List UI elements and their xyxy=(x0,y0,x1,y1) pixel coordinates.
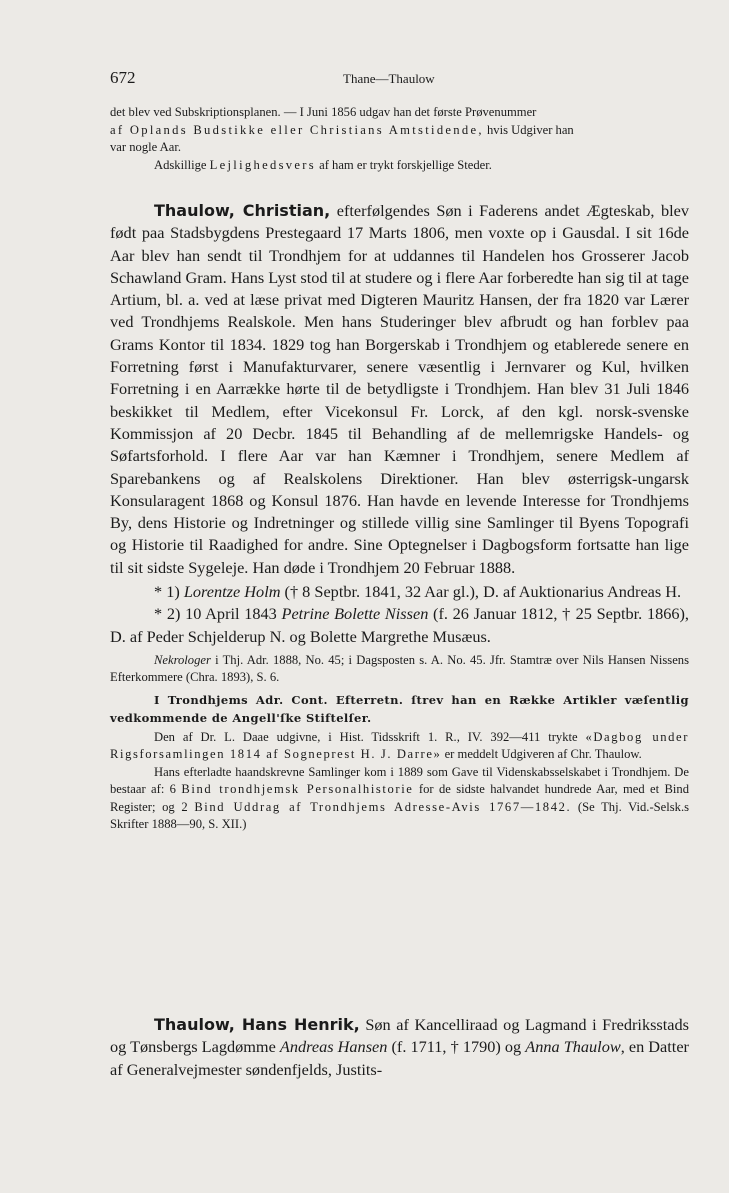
marriage-2 xyxy=(110,603,689,648)
sources-label: Nekrologer xyxy=(154,652,211,667)
sources-note xyxy=(110,652,689,687)
page-number: 672 xyxy=(110,68,136,87)
prev-line-2 xyxy=(110,122,689,140)
previous-entry-tail xyxy=(110,104,689,174)
occasional-poems: Lejlighedsvers xyxy=(209,157,316,172)
hans-henrik-text-3: , en Datter af Generalvejmester søndenfjelds, Justits- xyxy=(110,1037,689,1079)
marriage-1-rest: († 8 Septbr. 1841, 32 Aar gl.), D. af Auktionarius Andreas H. xyxy=(280,582,682,602)
prev-line-4-rest: af ham er trykt forskjellige Steder. xyxy=(315,157,492,172)
headword-hans-henrik: Thaulow, Hans Henrik, xyxy=(154,1015,360,1034)
father-name: Andreas Hansen xyxy=(279,1037,388,1057)
hans-henrik-body xyxy=(110,1014,689,1081)
marriage-1-pre: * 1) xyxy=(154,582,184,602)
hans-henrik-text-1: Søn af Kancelliraad og Lagmand i Fredriksstads og Tønsbergs Lagdømme xyxy=(110,1015,689,1057)
entry-hans-henrik-thaulow xyxy=(110,1014,689,1081)
christian-body xyxy=(110,200,689,579)
marriage-1 xyxy=(110,581,689,603)
collections-note xyxy=(110,764,689,834)
prev-line-4-pre: Adskillige xyxy=(154,157,210,172)
fraktur-note: I Trondhjems Adr. Cont. Efterretn. ſtrev han en Række Artikler væſentlig vedkommende de Angell'ſke Stiftelſer. xyxy=(110,692,689,725)
collections-rest: (Se Thj. Vid.-Selsk.s Skrifter 1888—90, S. XII.) xyxy=(110,799,689,832)
entry-christian-thaulow xyxy=(110,200,689,834)
page-header xyxy=(110,68,689,92)
daae-pre: Den af Dr. L. Daae udgivne, i Hist. Tidsskrift 1. R., IV. 392—411 trykte xyxy=(154,729,586,744)
diary-title: «Dagbog under Rigsforsamlingen 1814 af Sogneprest H. J. Darre» xyxy=(110,729,689,762)
headword-christian: Thaulow, Christian, xyxy=(154,201,331,220)
collections-pre: Hans efterladte haandskrevne Samlinger kom i 1889 som Gave til Videnskabsselskabet i Trondhjem. De bestaar af: 6 xyxy=(110,764,689,797)
prev-line-3: var nogle Aar. xyxy=(110,140,181,154)
collection-title-2: Bind Uddrag af Trondhjems Adresse-Avis 1767—1842. xyxy=(194,799,572,814)
mother-name: Anna Thaulow xyxy=(525,1037,621,1057)
newspaper-title: af Oplands Budstikke eller Christians Amtstidende, xyxy=(110,122,484,137)
marriage-2-pre: * 2) 10 April 1843 xyxy=(154,604,282,624)
christian-notes xyxy=(110,652,689,834)
prev-line-4 xyxy=(110,157,689,175)
daae-rest: er meddelt Udgiveren af Chr. Thaulow. xyxy=(441,747,642,762)
collection-title-1: Bind trondhjemsk Personalhistorie xyxy=(181,782,414,797)
christian-body-text: efterfølgendes Søn i Faderens andet Ægteskab, blev født paa Stadsbygdens Prestegaard 17 Marts 1806, men voxte op i Gausdal. I sit 16de Aar blev han sendt til Trondhjem for at uddannes til Handelen hos Grosserer Jacob Schawland Gram. Hans Lyst stod til at studere og i flere Aar forberedte han sig til at tage Artium, bl. a. ved at læse privat med Digteren Mauritz Hansen, der fra 1820 var Lærer ved Trondhjems Realskole. Men hans Studeringer blev afbrudt og han forblev paa Grams Kontor til 1834. 1829 tog han Borgerskab i Trondhjem og etablerede senere en Forretning først i Manufakturvarer, senere væsentlig i Jernvarer og Kul, hvilken Forretning i en Aarrække hørte til de betydligste i Trondhjem. Han blev 31 Juli 1846 beskikket til Medlem, efter Vicekonsul Fr. Lorck, af den kgl. norsk-svenske Kommissjon af 20 Decbr. 1845 til Behandling af de mellemrigske Handels- og Søfartsforhold. I flere Aar var han Kæmner i Trondhjem, senere Medlem af Sparebankens og af Realskolens Direktioner. Han blev østerrigsk-ungarsk Konsularagent 1868 og Konsul 1876. Han havde en levende Interesse for Trondhjems By, dens Historie og Indretninger og stillede villig sine Samlinger til Byens Topografi og Historie til Raadighed for andre. Sine Optegnelser i Dagbogsform fortsatte han lige til sit sidste Sygeleje. Han døde i Trondhjem 20 Februar 1888. xyxy=(110,201,689,577)
hans-henrik-text-2: (f. 1711, † 1790) og xyxy=(387,1037,526,1057)
wife-2-name: Petrine Bolette Nissen xyxy=(281,604,429,624)
marriage-2-rest: (f. 26 Januar 1812, † 25 Septbr. 1866), D. af Peder Schjelderup N. og Bolette Margrethe Musæus. xyxy=(110,604,689,646)
running-head: Thane—Thaulow xyxy=(343,71,435,86)
sources-text: i Thj. Adr. 1888, No. 45; i Dagsposten s. A. No. 45. Jfr. Stamtræ over Nils Hansen Nissens Efterkommere (Chra. 1893), S. 6. xyxy=(110,652,689,685)
prev-line-1: det blev ved Subskriptionsplanen. — I Juni 1856 udgav han det første Prøvenummer xyxy=(110,105,537,119)
collections-mid: for de sidste halvandet hundrede Aar, med et Bind Register; og 2 xyxy=(110,782,690,814)
wife-1-name: Lorentze Holm xyxy=(183,582,281,602)
daae-note xyxy=(110,729,689,764)
prev-line-2-rest: hvis Udgiver han xyxy=(483,122,574,137)
